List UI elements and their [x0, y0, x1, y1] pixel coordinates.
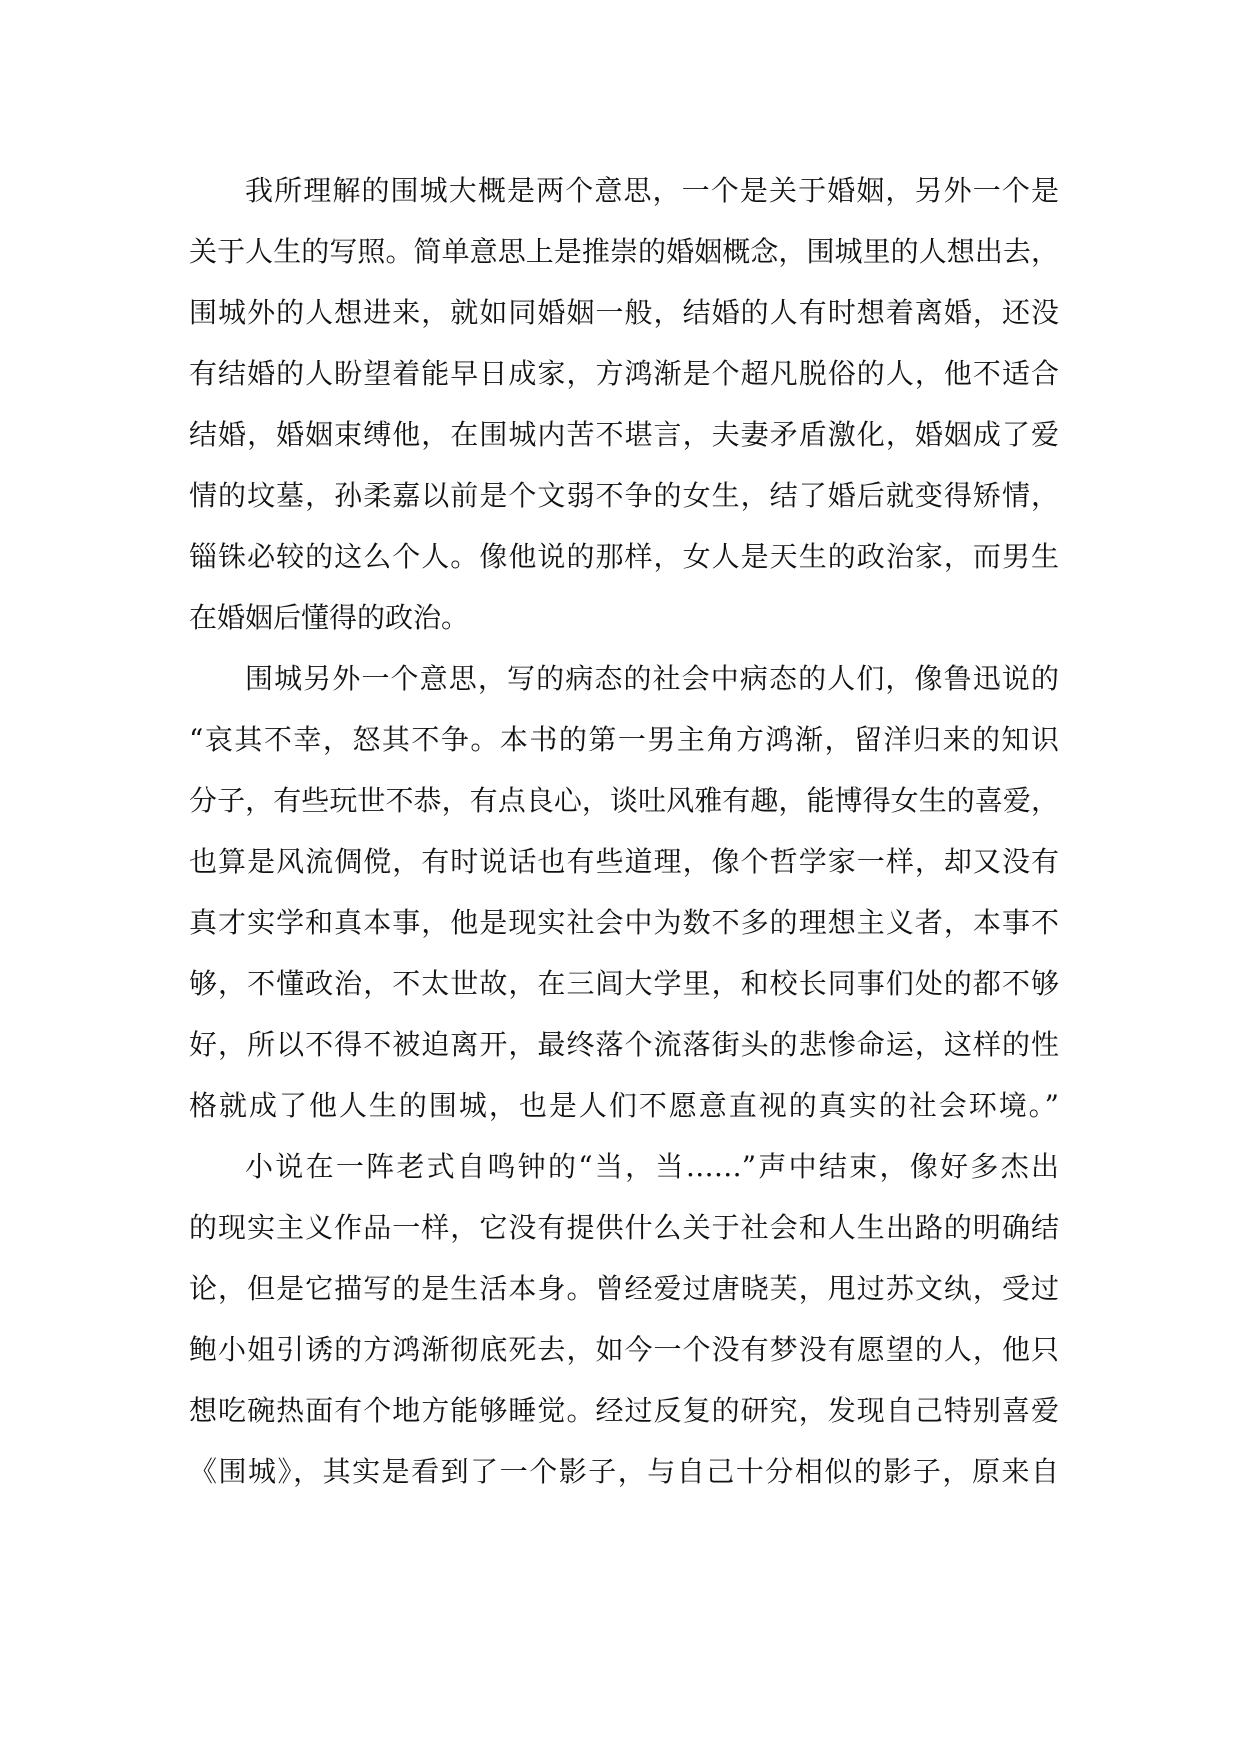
paragraph-2-line-6: 够，不懂政治，不太世故，在三闾大学里，和校长同事们处的都不够: [189, 967, 1059, 1000]
paragraph-3-line-4: 鲍小姐引诱的方鸿渐彻底死去，如今一个没有梦没有愿望的人，他只: [189, 1333, 1059, 1366]
paragraph-3-line-6: 《围城》，其实是看到了一个影子，与自己十分相似的影子，原来自: [189, 1455, 1059, 1488]
paragraph-3-line-2: 的现实主义作品一样，它没有提供什么关于社会和人生出路的明确结: [189, 1211, 1059, 1244]
paragraph-2-line-7: 好，所以不得不被迫离开，最终落个流落街头的悲惨命运，这样的性: [189, 1028, 1059, 1061]
paragraph-1-line-2: 关于人生的写照。简单意思上是推崇的婚姻概念，围城里的人想出去，: [189, 235, 1059, 268]
paragraph-2-line-2: “哀其不幸，怒其不争。本书的第一男主角方鸿渐，留洋归来的知识: [189, 723, 1059, 756]
paragraph-2-line-1: 围城另外一个意思，写的病态的社会中病态的人们，像鲁迅说的: [245, 662, 1059, 695]
paragraph-3-line-3: 论，但是它描写的是生活本身。曾经爱过唐晓芙，甩过苏文纨，受过: [189, 1272, 1059, 1305]
paragraph-1-line-7: 锱铢必较的这么个人。像他说的那样，女人是天生的政治家，而男生: [189, 540, 1059, 573]
paragraph-3-line-5: 想吃碗热面有个地方能够睡觉。经过反复的研究，发现自己特别喜爱: [189, 1394, 1059, 1427]
paragraph-3-line-1: 小说在一阵老式自鸣钟的“当，当……”声中结束，像好多杰出: [245, 1150, 1059, 1183]
paragraph-2-line-4: 也算是风流倜傥，有时说话也有些道理，像个哲学家一样，却又没有: [189, 845, 1059, 878]
paragraph-1-line-6: 情的坟墓，孙柔嘉以前是个文弱不争的女生，结了婚后就变得矫情，: [189, 479, 1059, 512]
essay-body: [189, 160, 1059, 1502]
paragraph-1-line-4: 有结婚的人盼望着能早日成家，方鸿渐是个超凡脱俗的人，他不适合: [189, 357, 1059, 390]
paragraph-1-line-1: 我所理解的围城大概是两个意思，一个是关于婚姻，另外一个是: [245, 174, 1059, 207]
paragraph-2-line-5: 真才实学和真本事，他是现实社会中为数不多的理想主义者，本事不: [189, 906, 1059, 939]
paragraph-1-line-3: 围城外的人想进来，就如同婚姻一般，结婚的人有时想着离婚，还没: [189, 296, 1059, 329]
paragraph-1-line-5: 结婚，婚姻束缚他，在围城内苦不堪言，夫妻矛盾激化，婚姻成了爱: [189, 418, 1059, 451]
paragraph-2-line-3: 分子，有些玩世不恭，有点良心，谈吐风雅有趣，能博得女生的喜爱，: [189, 784, 1059, 817]
paragraph-1-line-8: 在婚姻后懂得的政治。: [189, 601, 470, 634]
paragraph-2-line-8: 格就成了他人生的围城，也是人们不愿意直视的真实的社会环境。”: [189, 1089, 1059, 1122]
